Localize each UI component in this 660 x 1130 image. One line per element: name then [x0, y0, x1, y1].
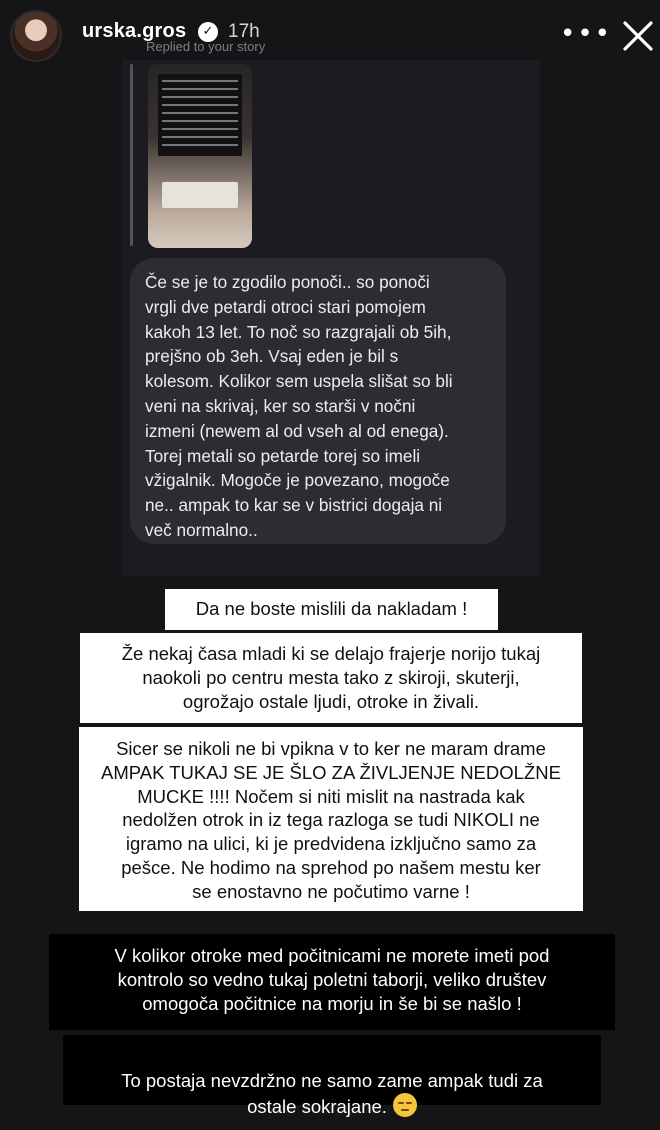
- reply-indicator-line: [130, 64, 133, 246]
- story-text-block: [158, 74, 242, 156]
- reply-label: Replied to your story: [146, 39, 266, 54]
- caption-5-text: To postaja nevzdržno ne samo zame ampak tudi za ostale sokrajane.: [121, 1069, 543, 1117]
- more-options-icon[interactable]: •••: [560, 19, 613, 49]
- verified-badge-icon: ✓: [198, 22, 218, 42]
- story-caption-block: [162, 182, 238, 208]
- username[interactable]: urska.gros: [82, 20, 187, 42]
- post-time: 17h: [228, 21, 260, 42]
- caption-4: V kolikor otroke med počitnicami ne morete imeti pod kontrolo so vedno tukaj poletni taborji, veliko društev omogoča počitnice na morju in še bi se našlo !: [49, 934, 615, 1030]
- pensive-face-icon: [393, 1093, 417, 1117]
- caption-1: Da ne boste mislili da nakladam !: [165, 589, 498, 630]
- caption-2: Že nekaj časa mladi ki se delajo frajerje norijo tukaj naokoli po centru mesta tako z skiroji, skuterji, ogrožajo ostale ljudi, otroke in živali.: [80, 633, 582, 723]
- caption-5: [63, 1035, 601, 1117]
- message-text: Če se je to zgodilo ponoči.. so ponoči vrgli dve petardi otroci stari pomojem kakoh 13 let. To noč so razgrajali ob 5ih, prejšno ob 3eh. Vsaj eden je bil s kolesom. Kolikor sem uspela slišat so bli veni na skrivaj, ker so starši v nočni izmeni (newem al od vseh al od enega). Torej metali so petarde torej so imeli vžigalnik. Mogoče je povezano, mogoče ne.. ampak to kar se v bistrici dogaja ni več normalno..: [145, 272, 453, 540]
- replied-story-thumbnail[interactable]: [148, 64, 252, 248]
- caption-3: Sicer se nikoli ne bi vpikna v to ker ne maram drame AMPAK TUKAJ SE JE ŠLO ZA ŽIVLJENJE NEDOLŽNE MUCKE !!!! Nočem si niti mislit na nastrada kak nedolžen otrok in iz tega razloga se tudi NIKOLI ne igramo na ulici, ki je predvidena izključno samo za pešce. Ne hodimo na sprehod po našem mestu ker se enostavno ne počutimo varne !: [79, 727, 583, 911]
- avatar[interactable]: [10, 10, 62, 62]
- close-icon[interactable]: [616, 14, 660, 58]
